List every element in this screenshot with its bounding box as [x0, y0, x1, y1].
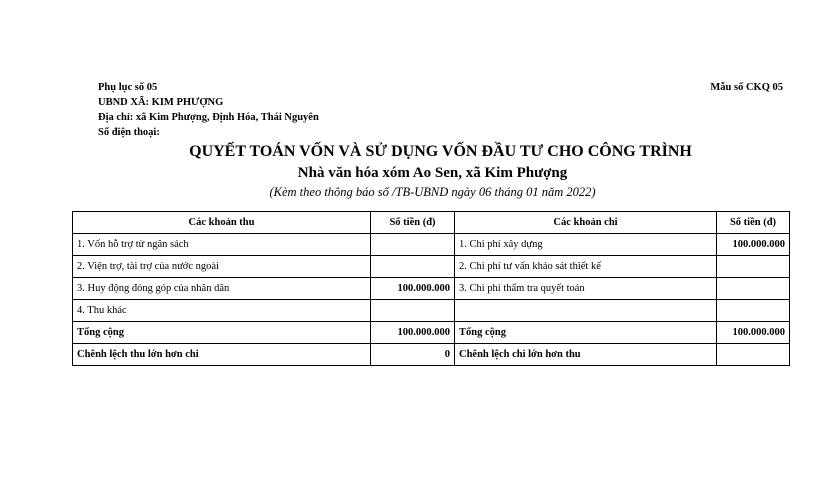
- phone-line: Số điện thoại:: [98, 127, 160, 138]
- income-item: 4. Thu khác: [73, 300, 371, 322]
- document-subtitle: Nhà văn hóa xóm Ao Sen, xã Kim Phượng: [297, 165, 568, 181]
- table-row: [73, 278, 790, 300]
- expense-header: Các khoản chi: [455, 212, 717, 234]
- income-amount: [371, 256, 455, 278]
- expense-amount: 100.000.000: [717, 234, 790, 256]
- settlement-table: [72, 211, 790, 366]
- expense-amount-header: Số tiền (đ): [717, 212, 790, 234]
- income-amount: [371, 234, 455, 256]
- income-total-label: Tổng cộng: [73, 322, 371, 344]
- expense-amount: [717, 300, 790, 322]
- expense-amount: [717, 256, 790, 278]
- income-header: Các khoản thu: [73, 212, 371, 234]
- difference-row: [73, 344, 790, 366]
- table-row: [73, 234, 790, 256]
- expense-item: 3. Chi phí thẩm tra quyết toán: [455, 278, 717, 300]
- table-header-row: [73, 212, 790, 234]
- expense-item: [455, 300, 717, 322]
- expense-total-amount: 100.000.000: [717, 322, 790, 344]
- income-surplus-label: Chênh lệch thu lớn hơn chi: [73, 344, 371, 366]
- expense-amount: [717, 278, 790, 300]
- expense-total-label: Tổng cộng: [455, 322, 717, 344]
- form-number: Mẫu số CKQ 05: [710, 82, 783, 93]
- total-row: [73, 322, 790, 344]
- table-row: [73, 300, 790, 322]
- expense-surplus-amount: [717, 344, 790, 366]
- income-amount-header: Số tiền (đ): [371, 212, 455, 234]
- income-surplus-amount: 0: [371, 344, 455, 366]
- table-row: [73, 256, 790, 278]
- expense-item: 2. Chi phí tư vấn khảo sát thiết kế: [455, 256, 717, 278]
- commune-committee: UBND XÃ: KIM PHƯỢNG: [98, 97, 224, 108]
- income-item: 2. Viện trợ, tài trợ của nước ngoài: [73, 256, 371, 278]
- income-total-amount: 100.000.000: [371, 322, 455, 344]
- income-item: 3. Huy động đóng góp của nhân dân: [73, 278, 371, 300]
- income-item: 1. Vốn hỗ trợ từ ngân sách: [73, 234, 371, 256]
- income-amount: [371, 300, 455, 322]
- expense-surplus-label: Chênh lệch chi lớn hơn thu: [455, 344, 717, 366]
- income-amount: 100.000.000: [371, 278, 455, 300]
- document-title: QUYẾT TOÁN VỐN VÀ SỬ DỤNG VỐN ĐẦU TƯ CHO CÔNG TRÌNH: [189, 143, 692, 160]
- document-note: (Kèm theo thông báo số /TB-UBND ngày 06 tháng 01 năm 2022): [269, 185, 596, 199]
- address-line: Địa chỉ: xã Kim Phượng, Định Hóa, Thái Nguyên: [98, 112, 319, 123]
- appendix-number: Phụ lục số 05: [98, 82, 158, 93]
- expense-item: 1. Chi phí xây dựng: [455, 234, 717, 256]
